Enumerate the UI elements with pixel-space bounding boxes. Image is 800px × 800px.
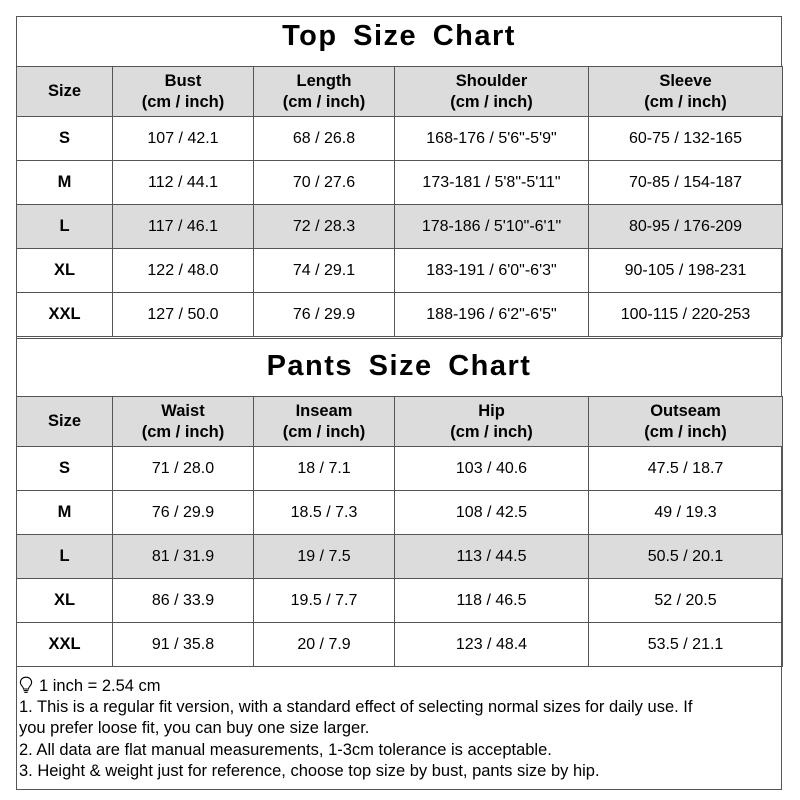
measurement-cell: 80-95 / 176-209 (589, 205, 783, 249)
measurement-cell: 19.5 / 7.7 (254, 579, 395, 623)
measurement-cell: 103 / 40.6 (395, 447, 589, 491)
conversion-note (19, 676, 774, 697)
top-size-chart-title: Top Size Chart (282, 20, 516, 52)
header-unit: (cm / inch) (644, 92, 727, 111)
pants-header-cell (17, 397, 113, 447)
measurement-cell: 100-115 / 220-253 (589, 293, 783, 337)
top-header-cell (395, 67, 589, 117)
measurement-cell: 91 / 35.8 (113, 623, 254, 667)
measurement-cell: 70 / 27.6 (254, 161, 395, 205)
table-row (17, 623, 783, 667)
header-label: Inseam (295, 401, 353, 420)
measurement-cell: 112 / 44.1 (113, 161, 254, 205)
measurement-cell: 50.5 / 20.1 (589, 535, 783, 579)
measurement-cell: 72 / 28.3 (254, 205, 395, 249)
header-label: Size (47, 82, 82, 100)
measurement-cell: 178-186 / 5'10"-6'1" (395, 205, 589, 249)
table-row (17, 293, 783, 337)
measurement-cell: 188-196 / 6'2"-6'5" (395, 293, 589, 337)
notes-block (19, 676, 774, 782)
header-label: Size (47, 412, 82, 430)
size-label-cell: XL (17, 579, 113, 623)
table-row (17, 205, 783, 249)
pants-header-cell (113, 397, 254, 447)
measurement-cell: 18 / 7.1 (254, 447, 395, 491)
measurement-cell: 47.5 / 18.7 (589, 447, 783, 491)
section-divider (16, 338, 782, 339)
measurement-cell: 118 / 46.5 (395, 579, 589, 623)
pants-size-chart-title: Pants Size Chart (266, 350, 532, 382)
header-label: Waist (161, 401, 205, 420)
size-label-cell: M (17, 161, 113, 205)
measurement-cell: 123 / 48.4 (395, 623, 589, 667)
measurement-cell: 173-181 / 5'8"-5'11" (395, 161, 589, 205)
size-label-cell: L (17, 205, 113, 249)
header-unit: (cm / inch) (450, 92, 533, 111)
measurement-cell: 113 / 44.5 (395, 535, 589, 579)
size-label-cell: S (17, 117, 113, 161)
lightbulb-icon (19, 676, 33, 694)
top-header-cell (113, 67, 254, 117)
header-label: Shoulder (455, 71, 528, 90)
measurement-cell: 81 / 31.9 (113, 535, 254, 579)
header-label: Bust (164, 71, 202, 90)
pants-header-cell (589, 397, 783, 447)
measurement-cell: 60-75 / 132-165 (589, 117, 783, 161)
measurement-cell: 76 / 29.9 (254, 293, 395, 337)
pants-header-row (17, 397, 783, 447)
measurement-cell: 19 / 7.5 (254, 535, 395, 579)
measurement-cell: 74 / 29.1 (254, 249, 395, 293)
note-line: you prefer loose fit, you can buy one size larger. (19, 719, 370, 738)
measurement-cell: 76 / 29.9 (113, 491, 254, 535)
note-line: 2. All data are flat manual measurements, 1-3cm tolerance is acceptable. (19, 740, 552, 759)
size-label-cell: XXL (17, 623, 113, 667)
note-line: 3. Height & weight just for reference, choose top size by bust, pants size by hip. (19, 761, 600, 780)
table-row (17, 161, 783, 205)
conversion-text: 1 inch = 2.54 cm (39, 677, 161, 695)
pants-header-cell (395, 397, 589, 447)
header-unit: (cm / inch) (141, 422, 225, 441)
size-label-cell: XL (17, 249, 113, 293)
measurement-cell: 183-191 / 6'0"-6'3" (395, 249, 589, 293)
measurement-cell: 168-176 / 5'6"-5'9" (395, 117, 589, 161)
table-row (17, 491, 783, 535)
measurement-cell: 122 / 48.0 (113, 249, 254, 293)
measurement-cell: 127 / 50.0 (113, 293, 254, 337)
header-unit: (cm / inch) (141, 92, 225, 111)
measurement-cell: 53.5 / 21.1 (589, 623, 783, 667)
top-header-cell (254, 67, 395, 117)
top-header-row (17, 67, 783, 117)
measurement-cell: 49 / 19.3 (589, 491, 783, 535)
size-label-cell: M (17, 491, 113, 535)
measurement-cell: 20 / 7.9 (254, 623, 395, 667)
header-label: Length (296, 71, 352, 90)
measurement-cell: 107 / 42.1 (113, 117, 254, 161)
measurement-cell: 70-85 / 154-187 (589, 161, 783, 205)
size-label-cell: XXL (17, 293, 113, 337)
top-header-cell (17, 67, 113, 117)
measurement-cell: 68 / 26.8 (254, 117, 395, 161)
measurement-cell: 86 / 33.9 (113, 579, 254, 623)
measurement-cell: 18.5 / 7.3 (254, 491, 395, 535)
header-label: Sleeve (659, 71, 712, 90)
pants-size-table (16, 396, 783, 667)
table-row (17, 117, 783, 161)
measurement-cell: 108 / 42.5 (395, 491, 589, 535)
header-unit: (cm / inch) (282, 92, 366, 111)
measurement-cell: 90-105 / 198-231 (589, 249, 783, 293)
table-row (17, 535, 783, 579)
table-row (17, 447, 783, 491)
header-label: Outseam (650, 401, 721, 420)
header-unit: (cm / inch) (450, 422, 533, 441)
header-unit: (cm / inch) (644, 422, 727, 441)
table-row (17, 579, 783, 623)
top-header-cell (589, 67, 783, 117)
size-label-cell: L (17, 535, 113, 579)
table-row (17, 249, 783, 293)
header-unit: (cm / inch) (282, 422, 366, 441)
measurement-cell: 52 / 20.5 (589, 579, 783, 623)
measurement-cell: 117 / 46.1 (113, 205, 254, 249)
header-label: Hip (478, 401, 505, 420)
measurement-cell: 71 / 28.0 (113, 447, 254, 491)
size-label-cell: S (17, 447, 113, 491)
top-size-table (16, 66, 783, 337)
pants-header-cell (254, 397, 395, 447)
note-line: 1. This is a regular fit version, with a standard effect of selecting normal sizes for daily use. If (19, 698, 693, 717)
